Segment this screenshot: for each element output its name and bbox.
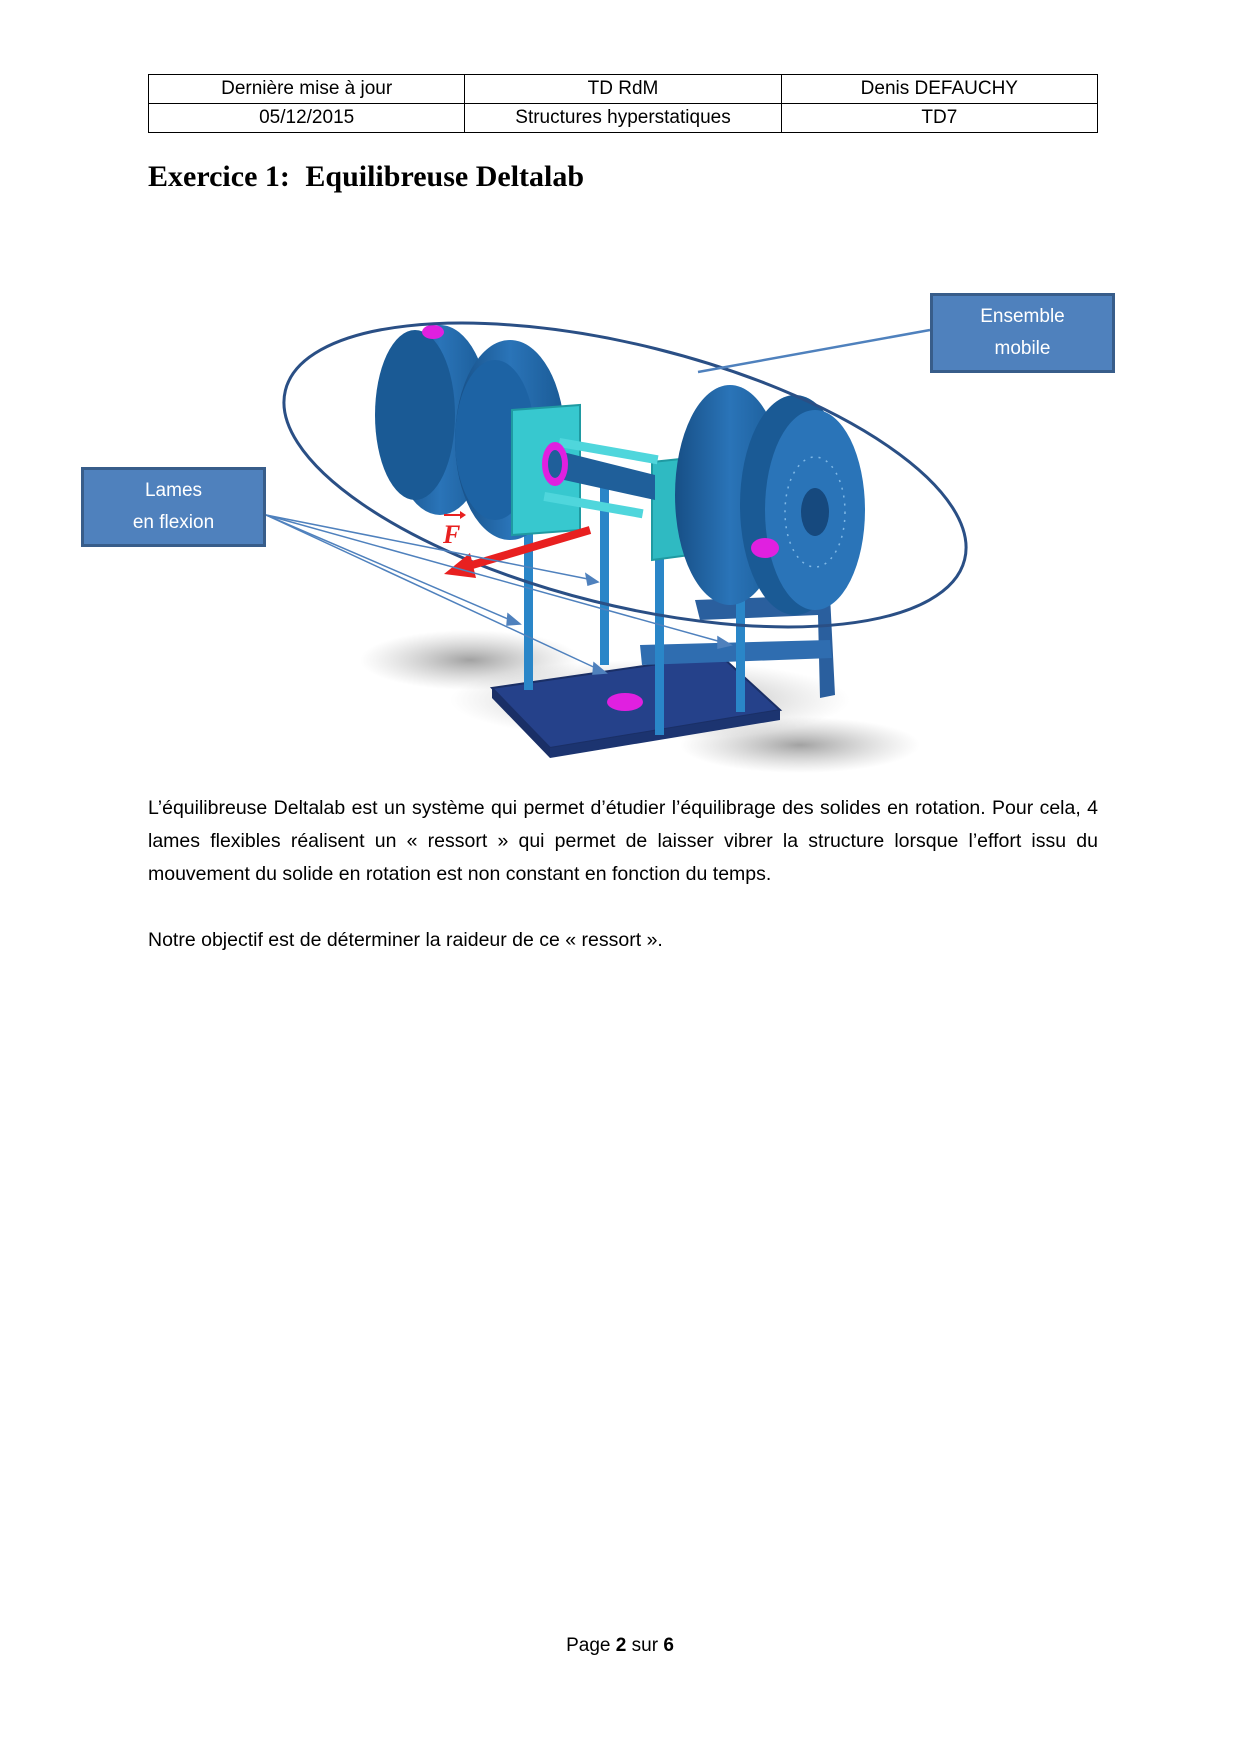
header-cell-date: 05/12/2015 (149, 104, 465, 133)
magenta-foot (607, 693, 643, 711)
header-cell-author: Denis DEFAUCHY (781, 75, 1097, 104)
callout-line: en flexion (132, 512, 215, 533)
header-cell-td-number: TD7 (781, 104, 1097, 133)
page-footer (0, 1635, 1240, 1657)
header-table (148, 74, 1098, 133)
callout-line: mobile (994, 338, 1051, 359)
callout-ensemble-mobile (930, 293, 1115, 373)
magenta-cap (751, 538, 779, 558)
footer-total-pages: 6 (663, 1635, 674, 1656)
header-cell-topic: Structures hyperstatiques (465, 104, 781, 133)
header-cell-update-label: Dernière mise à jour (149, 75, 465, 104)
force-vector-tip (460, 511, 466, 519)
callout-connector (698, 330, 930, 372)
header-cell-course: TD RdM (465, 75, 781, 104)
footer-prefix: Page (566, 1635, 611, 1656)
exercise-title: Equilibreuse Deltalab (305, 160, 585, 193)
page-title (148, 160, 584, 194)
header-row (149, 104, 1098, 133)
exercise-number: Exercice 1: (148, 160, 290, 193)
shaft-end (548, 450, 562, 478)
callout-line: Ensemble (980, 306, 1065, 327)
footer-middle: sur (631, 1635, 659, 1656)
footer-page-number: 2 (615, 1635, 627, 1656)
paragraph-objective: Notre objectif est de déterminer la raideur de ce « ressort ». (148, 929, 663, 951)
left-disk-front (375, 330, 455, 500)
force-label: F (443, 520, 461, 549)
callout-line: Lames (144, 480, 203, 501)
callout-lames-en-flexion (81, 467, 266, 547)
right-disk-hub (801, 488, 829, 536)
header-row (149, 75, 1098, 104)
paragraph-description: L’équilibreuse Deltalab est un système qui permet d’étudier l’équilibrage des solides en rotation. Pour cela, 4 lames flexibles réalisent un « ressort » qui permet de laisser vibrer la structure lorsque l’effort issu du mouvement du solide en rotation est non constant en fonction du temps. (148, 797, 1098, 885)
magenta-cap (422, 325, 444, 339)
